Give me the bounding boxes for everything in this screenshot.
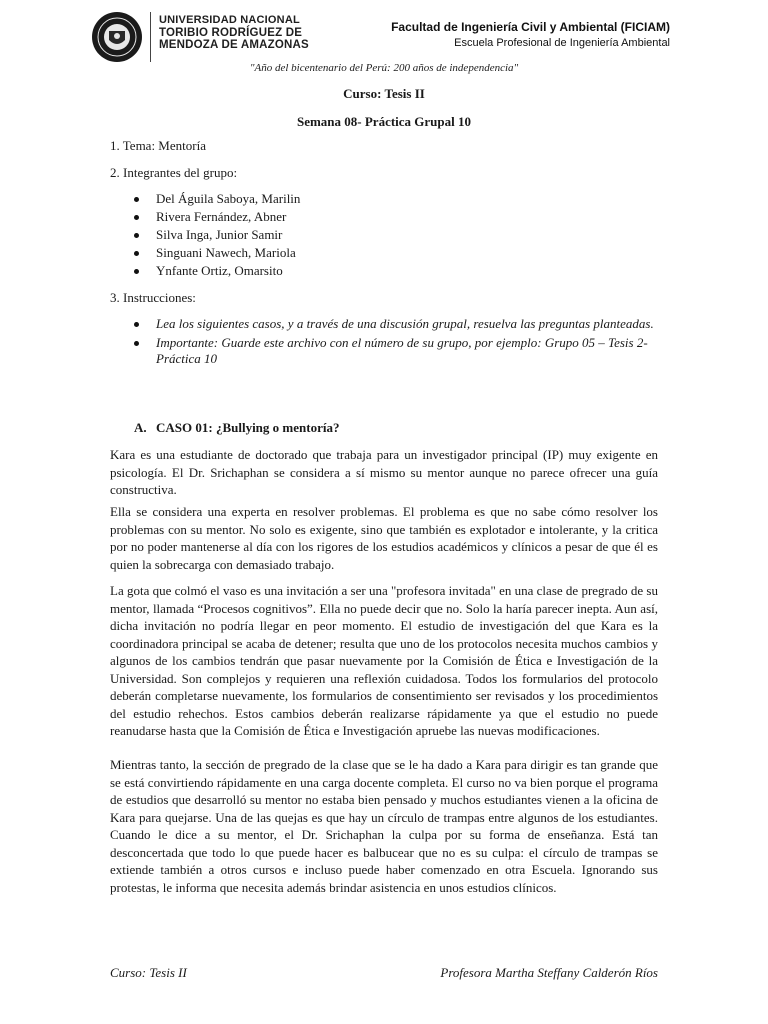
list-item: Silva Inga, Junior Samir bbox=[110, 226, 300, 244]
faculty-name: Facultad de Ingeniería Civil y Ambiental (FICIAM) bbox=[391, 20, 670, 34]
members-heading: 2. Integrantes del grupo: bbox=[110, 165, 238, 180]
topic-line: 1. Tema: Mentoría bbox=[110, 138, 206, 153]
instructions-heading: 3. Instrucciones: bbox=[110, 290, 196, 305]
list-item: Importante: Guarde este archivo con el número de su grupo, por ejemplo: Grupo 05 – Tesis 2- Práctica 10 bbox=[110, 335, 658, 367]
list-item: Singuani Nawech, Mariola bbox=[110, 244, 300, 262]
case-paragraph-3: La gota que colmó el vaso es una invitación a ser una "profesora invitada" en una clase de pregrado de su mentor, llamada “Procesos cognitivos”. Ella no puede decir que no. Solo la haría parecer inepta. Aun así, dicha invitación no podría llegar en peor momento. El estudio de investigación del que Kara es la coordinadora principal se acaba de detener; resulta que uno de los protocolos necesita muchos cambios y algunos de los cambios tendrán que pasar nuevamente por la Comisión de Ética e Investigación de la Universidad. Son complejos y requieren una reflexión cuidadosa. Todos los formularios del protocolo deberán completarse nuevamente, los formularios de consentimiento ser revisados y los procedimientos del estudio rehechos. Estos cambios deberán realizarse rápidamente ya que el estudio no puede reanudarse hasta que la Comisión de Ética e Investigación apruebe las nuevas modificaciones. bbox=[110, 583, 658, 738]
members-list bbox=[110, 190, 300, 280]
footer-professor: Profesora Martha Steffany Calderón Ríos bbox=[440, 965, 658, 980]
university-name bbox=[159, 14, 309, 52]
case-paragraph-1: Kara es una estudiante de doctorado que trabaja para un investigador principal (IP) muy exigente en psicología. El Dr. Srichaphan se considera a sí mismo su mentor aunque no parece ofrecer una guía constructiva. bbox=[110, 447, 658, 497]
course-title: Curso: Tesis II bbox=[343, 86, 425, 101]
footer-course: Curso: Tesis II bbox=[110, 965, 187, 980]
instructions-list bbox=[110, 316, 658, 370]
school-name: Escuela Profesional de Ingeniería Ambiental bbox=[454, 37, 670, 49]
week-title: Semana 08- Práctica Grupal 10 bbox=[296, 114, 472, 129]
case-title: CASO 01: ¿Bullying o mentoría? bbox=[156, 420, 340, 435]
case-letter: A. bbox=[134, 420, 147, 435]
header-divider bbox=[150, 12, 151, 62]
case-paragraph-4: Mientras tanto, la sección de pregrado de la clase que se le ha dado a Kara para dirigir es tan grande que se está convirtiendo rápidamente en una carga docente completa. El curso no va bien porque el programa de estudios que desarrolló su mentor no estaba bien pensado y muchos estudiantes vienen a la oficina de Kara para quejarse. Una de las quejas es que hay un círculo de trampas entre algunos de los estudiantes. Cuando le dice a su mentor, el Dr. Srichaphan la culpa por su forma de enseñanza. Está tan desconcertada que todo lo que puede hacer es balbucear que no es su culpa: el círculo de trampas se extiende también a otros cursos e incluso puede haber comenzado en otra Escuela. Ignorando sus protestas, le informa que necesita además brindar asistencia en unos estudios clínicos. bbox=[110, 757, 658, 895]
page-header bbox=[0, 0, 768, 60]
case-heading bbox=[134, 420, 339, 436]
case-paragraph-2: Ella se considera una experta en resolver problemas. El problema es que no sabe cómo resolver los problemas con su mentor. No solo es exigente, sino que también es explotador e intolerante, y la critica por no poder mantenerse al día con los rigores de los estudios académicos y clínicos a pesar de que él es quien la sobrecarga con demasiado trabajo. bbox=[110, 504, 658, 572]
university-line-1: UNIVERSIDAD NACIONAL bbox=[159, 14, 300, 26]
university-seal-icon bbox=[92, 12, 142, 62]
university-line-3: MENDOZA DE AMAZONAS bbox=[159, 39, 309, 51]
list-item: Rivera Fernández, Abner bbox=[110, 208, 300, 226]
list-item: Ynfante Ortiz, Omarsito bbox=[110, 262, 300, 280]
motto: "Año del bicentenario del Perú: 200 años de independencia" bbox=[249, 62, 519, 74]
list-item: Del Águila Saboya, Marilin bbox=[110, 190, 300, 208]
list-item: Lea los siguientes casos, y a través de una discusión grupal, resuelva las preguntas planteadas. bbox=[110, 316, 658, 332]
faculty-block bbox=[391, 20, 670, 49]
university-line-2: TORIBIO RODRÍGUEZ DE bbox=[159, 26, 303, 39]
